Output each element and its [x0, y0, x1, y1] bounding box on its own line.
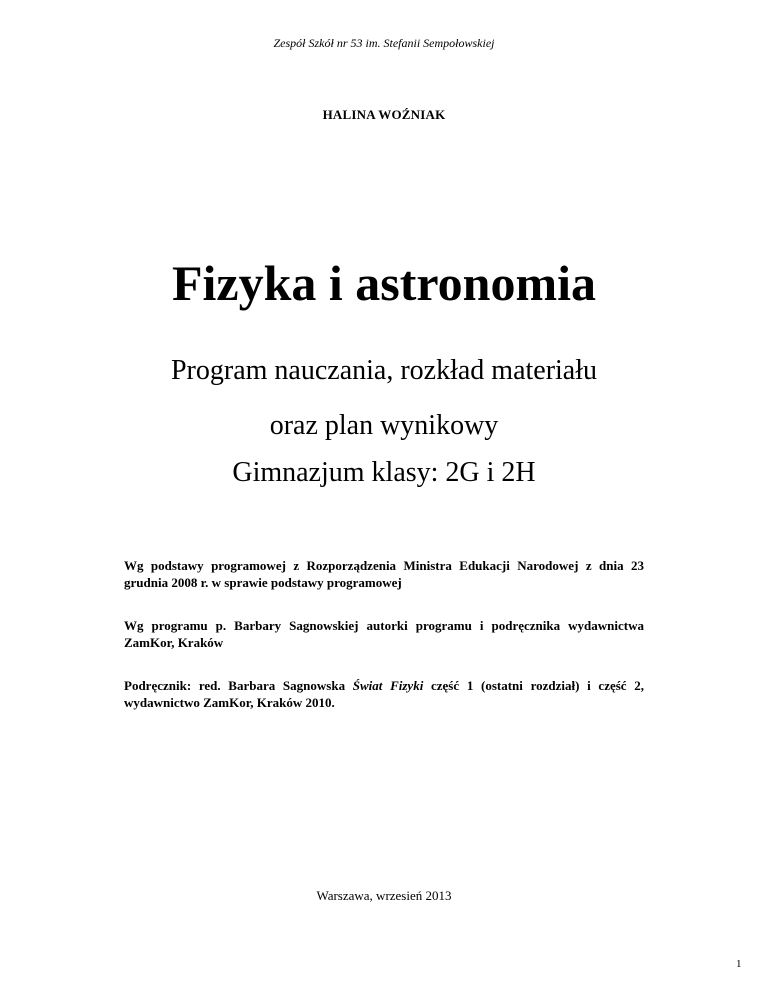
- textbook-title: Świat Fizyki: [352, 678, 424, 693]
- page-number: 1: [736, 958, 742, 970]
- school-header: Zespół Szkół nr 53 im. Stefanii Sempołowskiej: [273, 36, 495, 50]
- subtitle-line-1: Program nauczania, rozkład materiału: [170, 355, 598, 386]
- textbook-suffix: część 1 (ostatni rozdział) i część 2, wydawnictwo ZamKor, Kraków 2010.: [124, 678, 645, 710]
- main-title: Fizyka i astronomia: [171, 255, 597, 311]
- author-name: HALINA WOŹNIAK: [322, 107, 446, 122]
- textbook-prefix: Podręcznik: red. Barbara Sagnowska: [124, 678, 353, 693]
- basis-paragraph: Wg podstawy programowej z Rozporządzenia Ministra Edukacji Narodowej z dnia 23 grudnia 2008 r. w sprawie podstawy programowej: [124, 558, 644, 590]
- program-paragraph: Wg programu p. Barbary Sagnowskiej autorki programu i podręcznika wydawnictwa ZamKor, Kraków: [124, 618, 644, 650]
- textbook-paragraph: [124, 677, 644, 711]
- subtitle-line-3: Gimnazjum klasy: 2G i 2H: [232, 457, 536, 488]
- place-date: Warszawa, wrzesień 2013: [316, 888, 452, 903]
- subtitle-line-2: oraz plan wynikowy: [269, 410, 499, 441]
